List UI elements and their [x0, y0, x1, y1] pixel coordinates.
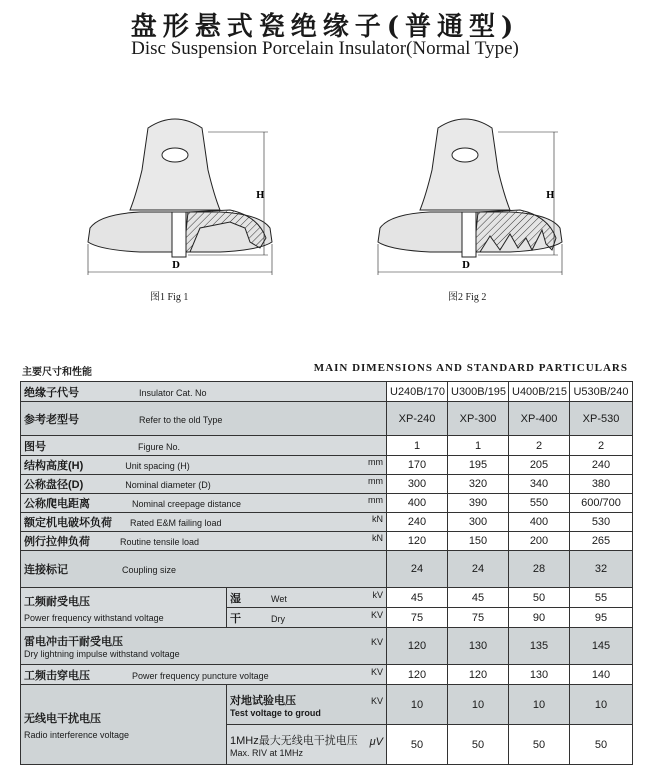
table-cell: XP-530 — [570, 402, 633, 436]
row-sublabel: 1MHz最大无线电干扰电压 Max. RIV at 1MHz μV — [227, 725, 387, 765]
table-cell: 130 — [448, 628, 509, 665]
table-cell: 320 — [448, 475, 509, 494]
table-cell: 120 — [387, 628, 448, 665]
table-cell: 50 — [387, 725, 448, 765]
table-row — [21, 494, 633, 513]
row-label: 图号 Figure No. — [21, 436, 387, 456]
table-row — [21, 628, 633, 665]
table-cell: 10 — [570, 685, 633, 725]
row-label: 公称盘径(D) Nominal diameter (D) mm — [21, 475, 387, 494]
table-row — [21, 532, 633, 551]
table-cell: 170 — [387, 456, 448, 475]
table-cell: 50 — [570, 725, 633, 765]
table-cell: XP-240 — [387, 402, 448, 436]
row-label: 结构高度(H) Unit spacing (H) mm — [21, 456, 387, 475]
row-sublabel: 干 Dry KV — [227, 608, 387, 628]
table-row — [21, 513, 633, 532]
row-label: 额定机电破坏负荷 Rated E&M failing load kN — [21, 513, 387, 532]
table-row — [21, 685, 633, 725]
table-row — [21, 475, 633, 494]
table-cell: 45 — [387, 588, 448, 608]
table-cell: 95 — [570, 608, 633, 628]
table-cell: 195 — [448, 456, 509, 475]
table-cell: 265 — [570, 532, 633, 551]
h-dimension-label: H — [546, 191, 555, 201]
row-label: 雷电冲击干耐受电压 Dry lightning impulse withstand voltage KV — [21, 628, 387, 665]
table-cell: 340 — [509, 475, 570, 494]
table-row — [21, 382, 633, 402]
table-cell: 135 — [509, 628, 570, 665]
row-label: 连接标记 Coupling size — [21, 551, 387, 588]
table-cell: 150 — [448, 532, 509, 551]
table-cell: 24 — [448, 551, 509, 588]
table-cell: XP-300 — [448, 402, 509, 436]
table-cell: 55 — [570, 588, 633, 608]
table-cell: 145 — [570, 628, 633, 665]
h-dimension-label: H — [256, 191, 265, 201]
table-cell: 240 — [570, 456, 633, 475]
table-row — [21, 588, 633, 608]
insulator-drawing-fig1 — [80, 110, 290, 285]
table-cell: 24 — [387, 551, 448, 588]
table-cell: 2 — [509, 436, 570, 456]
table-row — [21, 551, 633, 588]
table-cell: 400 — [387, 494, 448, 513]
table-row — [21, 456, 633, 475]
table-cell: 120 — [448, 665, 509, 685]
section-heading-cn: 主要尺寸和性能 — [22, 367, 92, 378]
row-label: 工频耐受电压 Power frequency withstand voltage — [21, 588, 227, 628]
specifications-table — [20, 381, 633, 765]
table-cell: 140 — [570, 665, 633, 685]
table-cell: 390 — [448, 494, 509, 513]
table-cell: U400B/215 — [509, 382, 570, 402]
table-cell: XP-400 — [509, 402, 570, 436]
table-cell: 10 — [509, 685, 570, 725]
table-cell: 10 — [387, 685, 448, 725]
d-dimension-label: D — [462, 261, 470, 271]
table-cell: 120 — [387, 665, 448, 685]
row-label: 参考老型号 Refer to the old Type — [21, 402, 387, 436]
table-cell: 130 — [509, 665, 570, 685]
figure-caption: 图1 Fig 1 — [150, 292, 189, 303]
insulator-drawing-fig2 — [370, 110, 580, 285]
table-cell: 530 — [570, 513, 633, 532]
table-cell: 400 — [509, 513, 570, 532]
table-cell: 32 — [570, 551, 633, 588]
table-cell: 50 — [509, 725, 570, 765]
table-cell: 200 — [509, 532, 570, 551]
title-english: Disc Suspension Porcelain Insulator(Normal Type) — [131, 38, 519, 59]
table-cell: 300 — [448, 513, 509, 532]
table-cell: 75 — [448, 608, 509, 628]
row-sublabel: 湿 Wet kV — [227, 588, 387, 608]
row-sublabel: 对地试验电压 Test voltage to groud KV — [227, 685, 387, 725]
table-cell: 205 — [509, 456, 570, 475]
d-dimension-label: D — [172, 261, 180, 271]
table-cell: 50 — [448, 725, 509, 765]
table-cell: 1 — [448, 436, 509, 456]
table-cell: 120 — [387, 532, 448, 551]
table-cell: 45 — [448, 588, 509, 608]
table-row — [21, 436, 633, 456]
row-label: 例行拉伸负荷 Routine tensile load kN — [21, 532, 387, 551]
table-cell: 600/700 — [570, 494, 633, 513]
title-chinese: 盘形悬式瓷绝缘子(普通型) — [130, 12, 520, 42]
table-cell: 28 — [509, 551, 570, 588]
table-cell: 2 — [570, 436, 633, 456]
table-cell: U530B/240 — [570, 382, 633, 402]
section-heading-en: MAIN DIMENSIONS AND STANDARD PARTICULARS — [313, 362, 628, 374]
row-label: 无线电干扰电压 Radio interference voltage — [21, 685, 227, 765]
table-cell: U240B/170 — [387, 382, 448, 402]
figure-caption: 图2 Fig 2 — [448, 292, 487, 303]
table-cell: U300B/195 — [448, 382, 509, 402]
table-cell: 1 — [387, 436, 448, 456]
table-cell: 240 — [387, 513, 448, 532]
table-row — [21, 402, 633, 436]
table-cell: 300 — [387, 475, 448, 494]
row-label: 工频击穿电压 Power frequency puncture voltage KV — [21, 665, 387, 685]
table-row — [21, 665, 633, 685]
table-cell: 10 — [448, 685, 509, 725]
table-cell: 50 — [509, 588, 570, 608]
table-cell: 75 — [387, 608, 448, 628]
table-cell: 90 — [509, 608, 570, 628]
table-cell: 550 — [509, 494, 570, 513]
row-label: 公称爬电距离 Nominal creepage distance mm — [21, 494, 387, 513]
row-label: 绝缘子代号 Insulator Cat. No — [21, 382, 387, 402]
table-cell: 380 — [570, 475, 633, 494]
